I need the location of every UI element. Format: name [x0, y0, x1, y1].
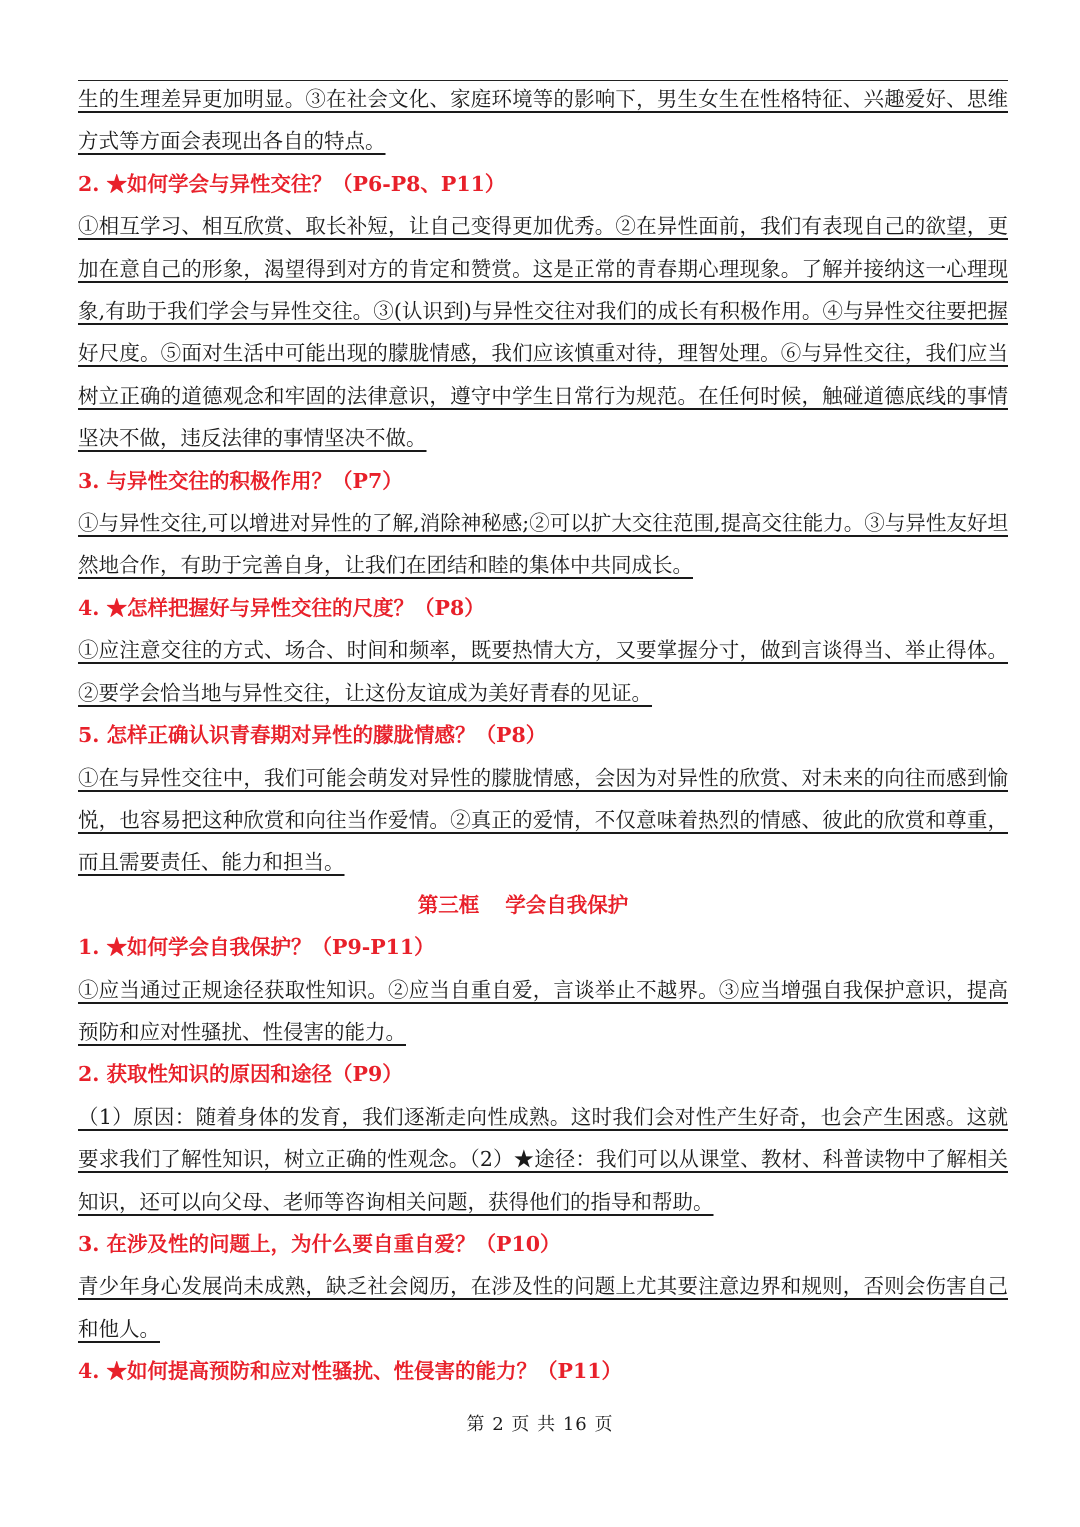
heading-q2-interact: 2. ★如何学会与异性交往？（P6-P8、P11）: [78, 171, 506, 196]
heading-q4-boundaries: 4. ★怎样把握好与异性交往的尺度？（P8）: [78, 595, 485, 620]
paragraph-s3-q3: 青少年身心发展尚未成熟，缺乏社会阅历，在涉及性的问题上尤其要注意边界和规则，否则会伤害自己和他人。: [78, 1274, 1008, 1341]
paragraph-s3-q2: （1）原因：随着身体的发育，我们逐渐走向性成熟。这时我们会对性产生好奇，也会产生困惑。这就要求我们了解性知识，树立正确的性观念。（2）★途径：我们可以从课堂、教材、科普读物中了解相关知识，还可以向父母、老师等咨询相关问题，获得他们的指导和帮助。: [78, 1104, 1008, 1214]
paragraph-q4: ①应注意交往的方式、场合、时间和频率，既要热情大方，又要掌握分寸，做到言谈得当、举止得体。②要学会恰当地与异性交往，让这份友谊成为美好青春的见证。: [78, 638, 1008, 705]
heading-s3-q2-knowledge: 2. 获取性知识的原因和途径（P9）: [78, 1062, 403, 1087]
heading-s3-q1-self-protection: 1. ★如何学会自我保护？（P9-P11）: [78, 935, 435, 960]
heading-s3-q4-prevention: 4. ★如何提高预防和应对性骚扰、性侵害的能力？（P11）: [78, 1359, 622, 1384]
document-body: [78, 78, 1008, 1393]
section-title: [78, 884, 1008, 926]
paragraph-q3: ①与异性交往,可以增进对异性的了解,消除神秘感;②可以扩大交往范围,提高交往能力。③与异性友好坦然地合作，有助于完善自身，让我们在团结和睦的集体中共同成长。: [78, 511, 1008, 578]
paragraph-q5: ①在与异性交往中，我们可能会萌发对异性的朦胧情感，会因为对异性的欣赏、对未来的向往而感到愉悦，也容易把这种欣赏和向往当作爱情。②真正的爱情，不仅意味着热烈的情感、彼此的欣赏和尊重，而且需要责任、能力和担当。: [78, 765, 1008, 875]
page-footer: 第 2 页 共 16 页: [466, 1414, 614, 1435]
paragraph-q2: ①相互学习、相互欣赏、取长补短，让自己变得更加优秀。②在异性面前，我们有表现自己的欲望，更加在意自己的形象，渴望得到对方的肯定和赞赏。这是正常的青春期心理现象。了解并接纳这一心理现象,有助于我们学会与异性交往。③(认识到)与异性交往对我们的成长有积极作用。④与异性交往要把握好尺度。⑤面对生活中可能出现的朦胧情感，我们应该慎重对待，理智处理。⑥与异性交往，我们应当树立正确的道德观念和牢固的法律意识，遵守中学生日常行为规范。在任何时候，触碰道德底线的事情坚决不做，违反法律的事情坚决不做。: [78, 214, 1008, 451]
section-name: 学会自我保护: [505, 892, 629, 917]
paragraph-s3-q1: ①应当通过正规途径获取性知识。②应当自重自爱，言谈举止不越界。③应当增强自我保护意识，提高预防和应对性骚扰、性侵害的能力。: [78, 977, 1008, 1044]
paragraph-intro: 生的生理差异更加明显。③在社会文化、家庭环境等的影响下，男生女生在性格特征、兴趣爱好、思维方式等方面会表现出各自的特点。: [78, 87, 1008, 154]
heading-q3-positive-effect: 3. 与异性交往的积极作用？（P7）: [78, 468, 403, 493]
heading-s3-q3-self-respect: 3. 在涉及性的问题上，为什么要自重自爱？（P10）: [78, 1231, 561, 1256]
heading-q5-feelings: 5. 怎样正确认识青春期对异性的朦胧情感？（P8）: [78, 723, 547, 748]
section-number: 第三框: [417, 892, 480, 917]
